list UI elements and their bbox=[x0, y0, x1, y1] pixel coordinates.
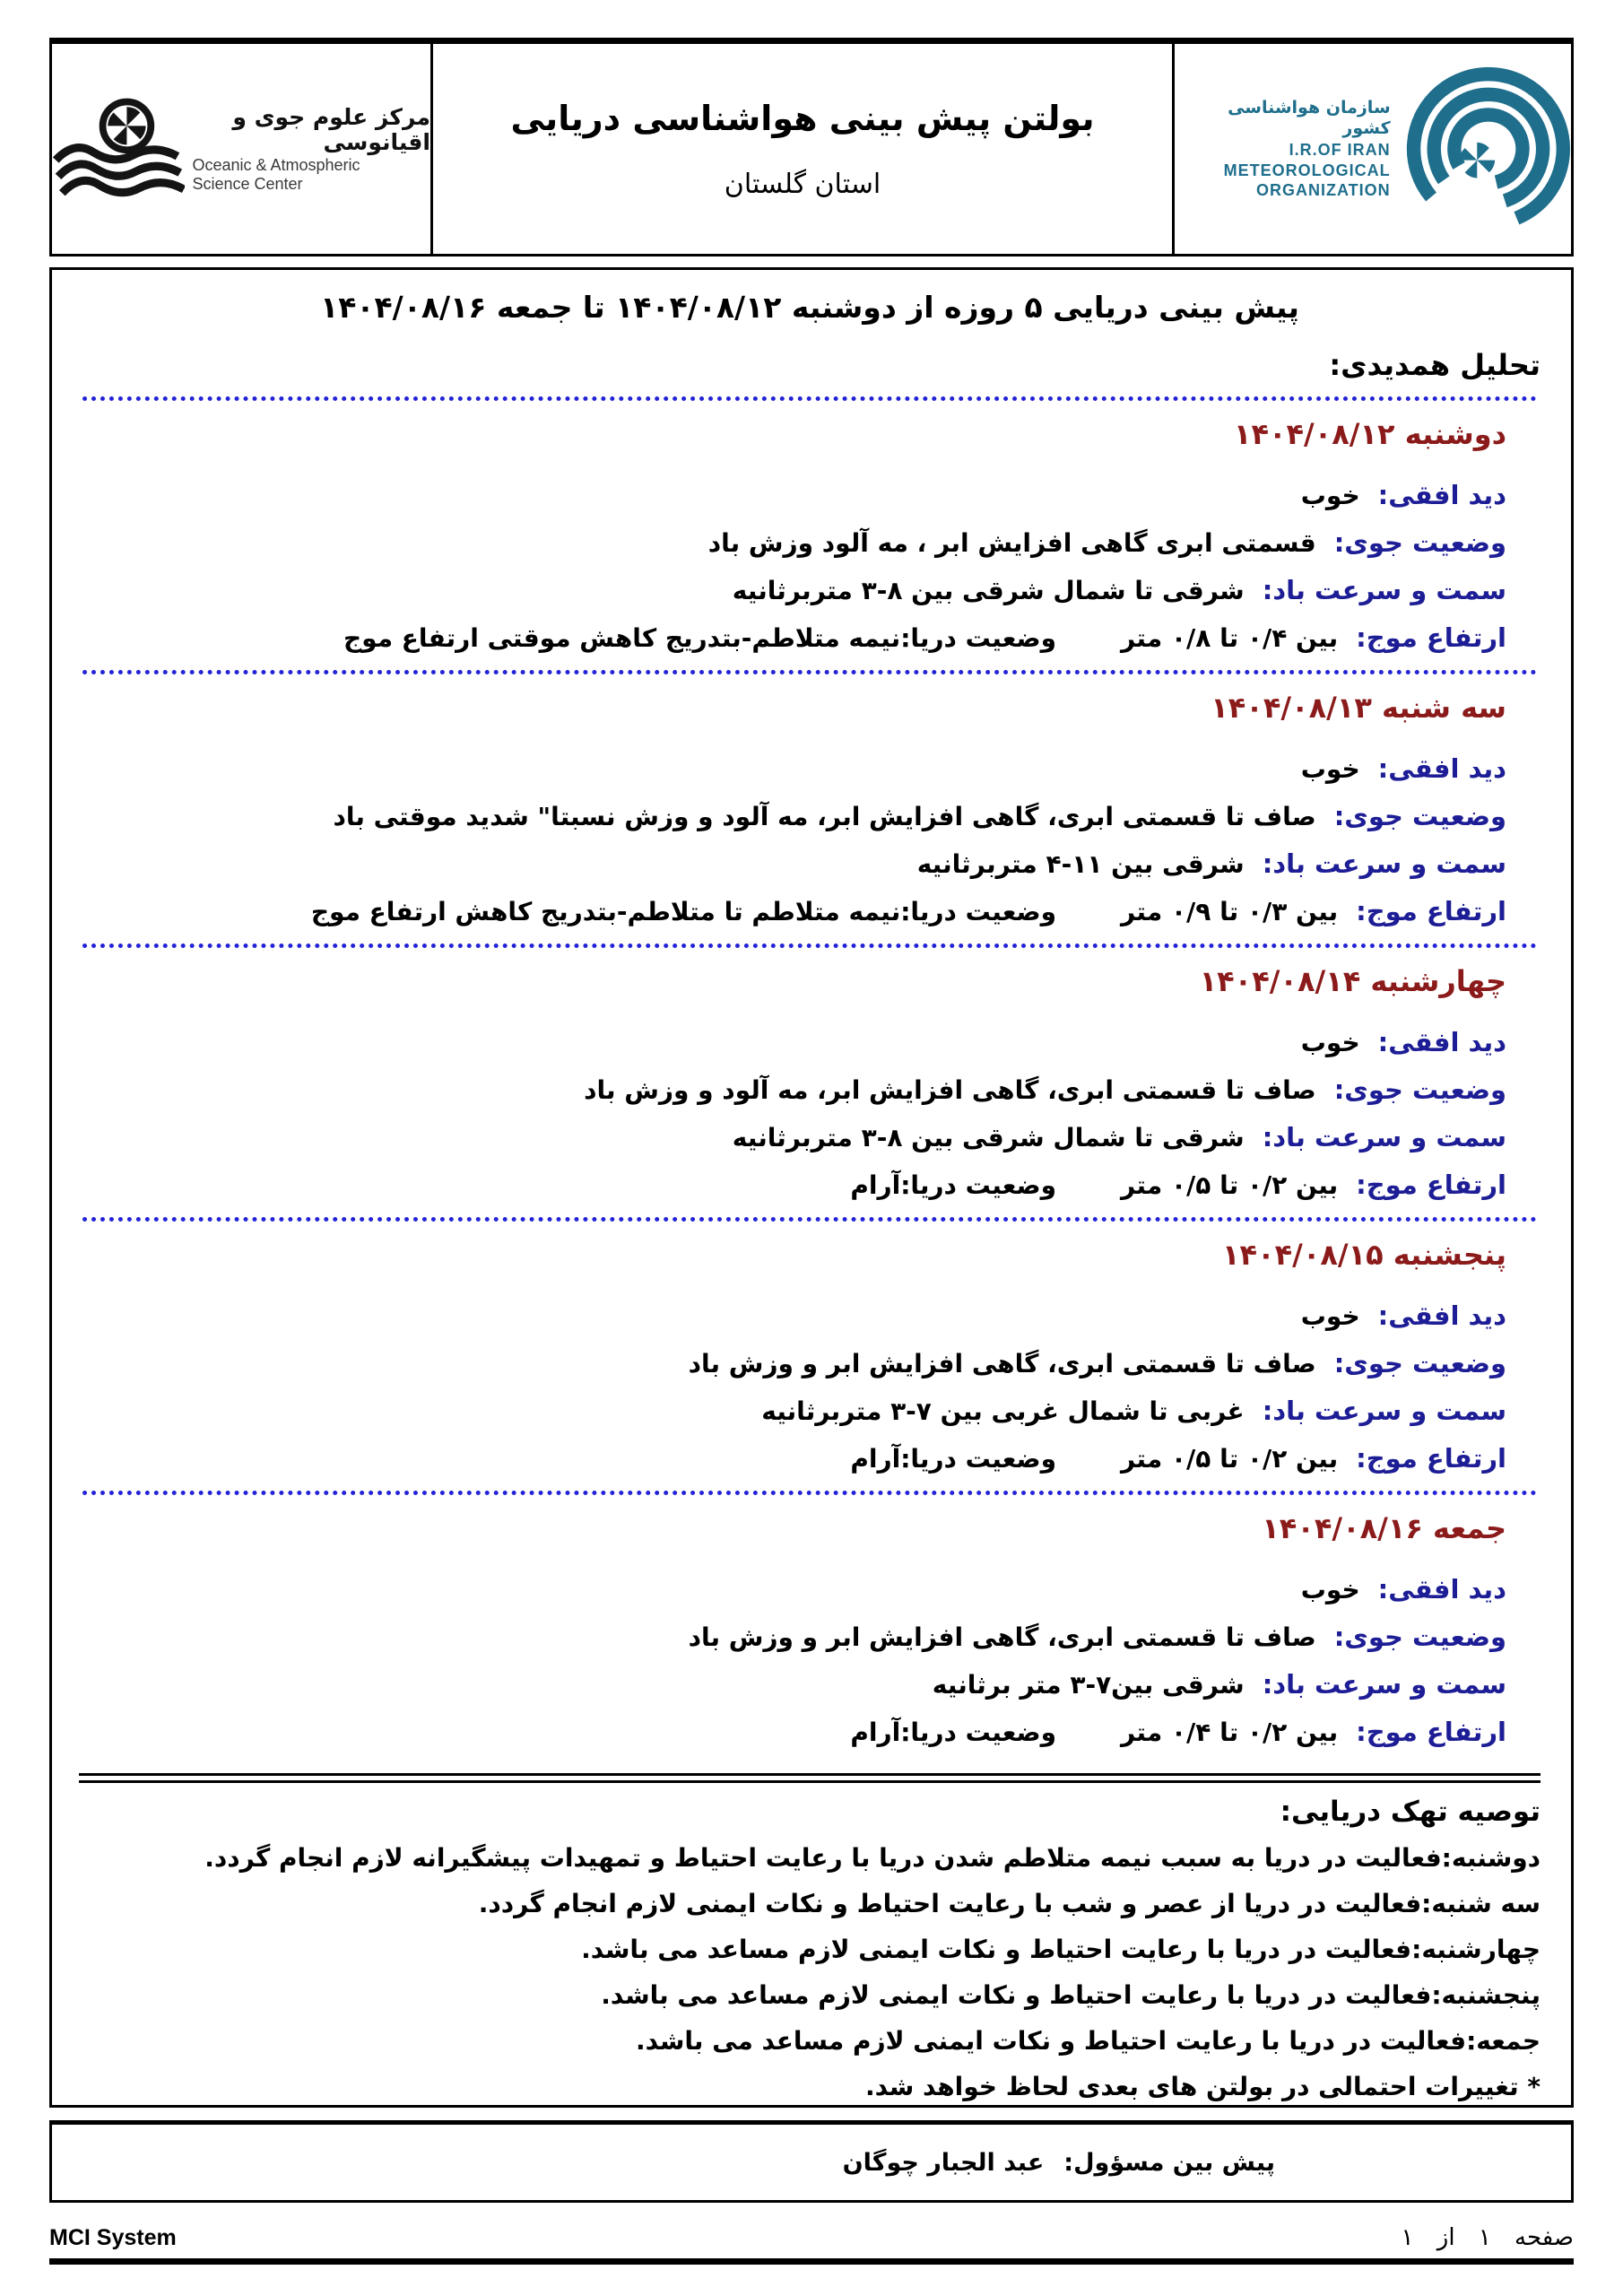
dotted-separator bbox=[82, 1217, 1537, 1222]
advice-note-line: * تغییرات احتمالی در بولتن های بعدی لحاظ خواهد شد. bbox=[864, 2072, 1541, 2101]
wind-row bbox=[79, 573, 1506, 608]
visibility-row bbox=[79, 1572, 1506, 1607]
visibility-value: خوب bbox=[1300, 1301, 1360, 1331]
wind-value: شرقی بین ⁦۴-۱۱⁩ متربرثانیه bbox=[916, 849, 1245, 879]
irimo-logo bbox=[1175, 55, 1571, 243]
sea-state-value: وضعیت دریا:نیمه متلاطم-بتدریج کاهش موقتی ارتفاع موج bbox=[343, 623, 1056, 653]
weather-row bbox=[79, 526, 1506, 561]
visibility-label: دید افقی: bbox=[1377, 480, 1506, 510]
wind-row bbox=[79, 1120, 1506, 1155]
irimo-spiral-icon bbox=[1393, 55, 1571, 243]
province-subtitle: استان گلستان bbox=[724, 168, 881, 200]
irimo-en-line3: ORGANIZATION bbox=[1255, 181, 1391, 199]
synoptic-analysis-label: تحلیل همدیدی: bbox=[1329, 348, 1541, 382]
oceanic-center-logo-icon bbox=[52, 66, 185, 232]
weather-label: وضعیت جوی: bbox=[1333, 527, 1506, 558]
wind-value: شرقی بین⁦۳-۷⁩ متر برثانیه bbox=[932, 1670, 1245, 1700]
forecaster-name: عبد الجبار چوگان bbox=[842, 2148, 1045, 2177]
day-section-monday bbox=[79, 417, 1541, 656]
wave-row bbox=[79, 894, 1506, 929]
visibility-value: خوب bbox=[1300, 754, 1360, 784]
visibility-value: خوب bbox=[1300, 1575, 1360, 1605]
wind-label: سمت و سرعت باد: bbox=[1262, 575, 1506, 605]
wind-label: سمت و سرعت باد: bbox=[1262, 1122, 1506, 1152]
visibility-value: خوب bbox=[1300, 1028, 1360, 1057]
wave-label: ارتفاع موج: bbox=[1356, 622, 1506, 653]
weather-value: صاف تا قسمتی ابری، گاهی افزایش ابر، مه آلود و وزش نسبتا" شدید موقتی باد bbox=[333, 802, 1316, 831]
wave-value: بین ۰/۲ تا ۰/۴ متر bbox=[1121, 1718, 1339, 1747]
wave-label: ارتفاع موج: bbox=[1356, 1170, 1506, 1200]
wave-row bbox=[79, 621, 1506, 656]
wave-value: بین ۰/۲ تا ۰/۵ متر bbox=[1121, 1444, 1339, 1474]
day-section-tuesday bbox=[79, 691, 1541, 929]
oceanic-center-subtitle-en1: Oceanic & Atmospheric bbox=[192, 156, 360, 175]
weather-value: قسمتی ابری گاهی افزایش ابر ، مه آلود وزش باد bbox=[707, 528, 1316, 558]
sea-state-value: وضعیت دریا:نیمه متلاطم تا متلاطم-بتدریج کاهش ارتفاع موج bbox=[310, 897, 1056, 926]
wave-row bbox=[79, 1168, 1506, 1203]
visibility-row bbox=[79, 478, 1506, 513]
visibility-value: خوب bbox=[1300, 481, 1360, 510]
dotted-separator bbox=[82, 670, 1537, 674]
wave-row bbox=[79, 1715, 1506, 1750]
header-title-cell bbox=[433, 44, 1175, 254]
weather-value: صاف تا قسمتی ابری، گاهی افزایش ابر و وزش باد bbox=[688, 1622, 1316, 1652]
advice-line: دوشنبه:فعالیت در دریا به سبب نیمه متلاطم شدن دریا با رعایت احتیاط و تمهیدات پیشگیرانه لازم انجام گردد. bbox=[204, 1843, 1541, 1873]
irimo-title-fa: سازمان هواشناسی کشور bbox=[1228, 97, 1391, 139]
wind-row bbox=[79, 847, 1506, 882]
wave-label: ارتفاع موج: bbox=[1356, 1717, 1506, 1747]
sea-state-value: وضعیت دریا:آرام bbox=[850, 1444, 1056, 1474]
oceanic-center-text bbox=[192, 105, 430, 194]
marine-advice-heading: توصیه تهک دریایی: bbox=[1280, 1796, 1541, 1828]
visibility-label: دید افقی: bbox=[1377, 1027, 1506, 1057]
oceanic-center-logo bbox=[52, 66, 430, 232]
dotted-separator bbox=[82, 396, 1537, 401]
wind-row bbox=[79, 1394, 1506, 1429]
visibility-label: دید افقی: bbox=[1377, 753, 1506, 784]
wave-value: بین ۰/۴ تا ۰/۸ متر bbox=[1121, 623, 1339, 653]
dotted-separator bbox=[82, 944, 1537, 948]
sea-state-value: وضعیت دریا:آرام bbox=[850, 1170, 1056, 1200]
weather-label: وضعیت جوی: bbox=[1333, 1348, 1506, 1378]
weather-label: وضعیت جوی: bbox=[1333, 801, 1506, 831]
advice-line: سه شنبه:فعالیت در دریا از عصر و شب با رعایت احتیاط و نکات ایمنی لازم انجام گردد. bbox=[478, 1889, 1541, 1918]
day-date: جمعه ۱۴۰۴/۰۸/۱۶ bbox=[1262, 1511, 1506, 1545]
visibility-row bbox=[79, 752, 1506, 787]
forecast-box bbox=[49, 267, 1574, 2108]
wave-value: بین ۰/۲ تا ۰/۵ متر bbox=[1121, 1170, 1339, 1200]
status-bar bbox=[49, 2224, 1574, 2265]
wind-value: شرقی تا شمال شرقی بین ⁦۳-۸⁩ متربرثانیه bbox=[732, 1123, 1245, 1152]
wind-label: سمت و سرعت باد: bbox=[1262, 848, 1506, 879]
irimo-en-line2: METEOROLOGICAL bbox=[1223, 161, 1391, 179]
weather-row bbox=[79, 1073, 1506, 1108]
wind-row bbox=[79, 1667, 1506, 1702]
double-line-separator bbox=[79, 1773, 1541, 1783]
forecast-title: پیش بینی دریایی ۵ روزه از دوشنبه ۱۴۰۴/۰۸/۱۲ تا جمعه ۱۴۰۴/۰۸/۱۶ bbox=[320, 290, 1299, 325]
wind-label: سمت و سرعت باد: bbox=[1262, 1669, 1506, 1700]
wind-value: شرقی تا شمال شرقی بین ⁦۳-۸⁩ متربرثانیه bbox=[732, 576, 1245, 605]
forecaster-label: پیش بین مسؤول: bbox=[1063, 2148, 1275, 2177]
irimo-logo-text bbox=[1175, 98, 1391, 201]
header bbox=[49, 38, 1574, 257]
wind-value: غربی تا شمال غربی بین ⁦۳-۷⁩ متربرثانیه bbox=[761, 1396, 1245, 1426]
wave-label: ارتفاع موج: bbox=[1356, 896, 1506, 926]
oceanic-center-subtitle-en2: Science Center bbox=[192, 174, 303, 193]
day-section-wednesday bbox=[79, 964, 1541, 1203]
advice-line: چهارشنبه:فعالیت در دریا با رعایت احتیاط و نکات ایمنی لازم مساعد می باشد. bbox=[581, 1935, 1541, 1964]
weather-row bbox=[79, 799, 1506, 834]
irimo-en-line1: I.R.OF IRAN bbox=[1289, 141, 1391, 159]
weather-value: صاف تا قسمتی ابری، گاهی افزایش ابر، مه آلود و وزش باد bbox=[584, 1075, 1316, 1105]
visibility-row bbox=[79, 1025, 1506, 1060]
day-date: چهارشنبه ۱۴۰۴/۰۸/۱۴ bbox=[1199, 964, 1506, 998]
header-left-cell bbox=[52, 44, 433, 254]
page-number: صفحه ۱ از ۱ bbox=[1401, 2224, 1574, 2251]
visibility-label: دید افقی: bbox=[1377, 1300, 1506, 1331]
forecaster-box bbox=[49, 2120, 1574, 2203]
dotted-separator bbox=[82, 1491, 1537, 1495]
weather-row bbox=[79, 1346, 1506, 1381]
weather-row bbox=[79, 1620, 1506, 1655]
sea-state-value: وضعیت دریا:آرام bbox=[850, 1718, 1056, 1747]
wave-label: ارتفاع موج: bbox=[1356, 1443, 1506, 1474]
oceanic-center-title-fa: مرکز علوم جوی و اقیانوسی bbox=[232, 103, 430, 156]
day-date: دوشنبه ۱۴۰۴/۰۸/۱۲ bbox=[1233, 417, 1506, 451]
bulletin-title: بولتن پیش بینی هواشناسی دریایی bbox=[510, 98, 1095, 138]
wind-label: سمت و سرعت باد: bbox=[1262, 1396, 1506, 1426]
day-section-thursday bbox=[79, 1238, 1541, 1476]
day-section-friday bbox=[79, 1511, 1541, 1750]
visibility-label: دید افقی: bbox=[1377, 1574, 1506, 1605]
day-date: سه شنبه ۱۴۰۴/۰۸/۱۳ bbox=[1211, 691, 1506, 725]
visibility-row bbox=[79, 1299, 1506, 1334]
day-date: پنجشنبه ۱۴۰۴/۰۸/۱۵ bbox=[1222, 1238, 1506, 1272]
weather-value: صاف تا قسمتی ابری، گاهی افزایش ابر و وزش باد bbox=[688, 1349, 1316, 1378]
header-right-cell bbox=[1175, 44, 1571, 254]
weather-label: وضعیت جوی: bbox=[1333, 1622, 1506, 1652]
wave-row bbox=[79, 1441, 1506, 1476]
mci-system-label: MCI System bbox=[49, 2225, 177, 2250]
advice-line: پنجشنبه:فعالیت در دریا با رعایت احتیاط و نکات ایمنی لازم مساعد می باشد. bbox=[601, 1980, 1541, 2010]
wave-value: بین ۰/۳ تا ۰/۹ متر bbox=[1121, 897, 1339, 926]
weather-label: وضعیت جوی: bbox=[1333, 1074, 1506, 1105]
advice-line: جمعه:فعالیت در دریا با رعایت احتیاط و نکات ایمنی لازم مساعد می باشد. bbox=[636, 2026, 1541, 2056]
